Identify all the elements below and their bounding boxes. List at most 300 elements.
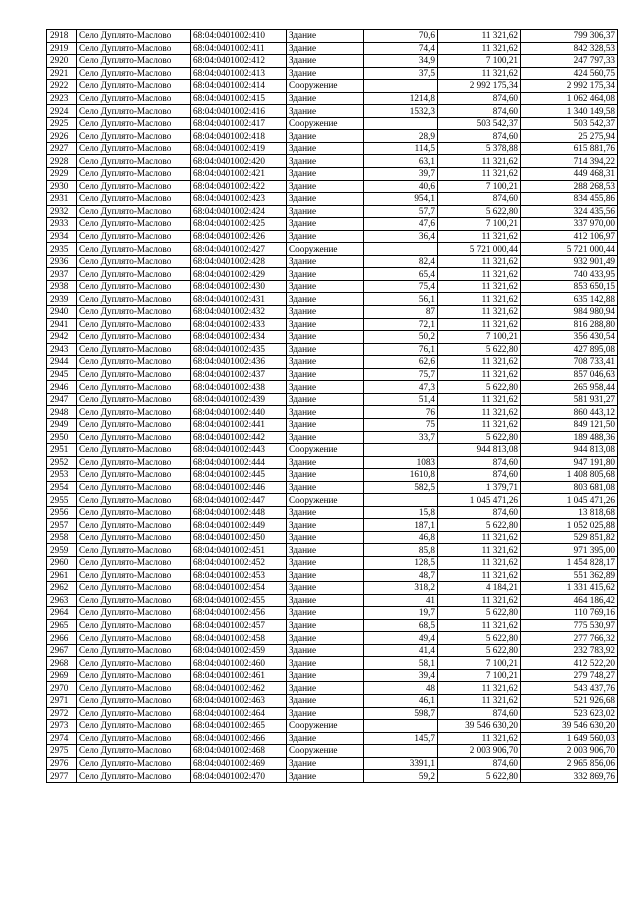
- cadastral-value-cell: 2 992 175,34: [521, 80, 618, 93]
- table-row: [47, 356, 618, 369]
- cadastral-value-cell: 860 443,12: [521, 406, 618, 419]
- area-cell: 48: [364, 682, 438, 695]
- row-number-cell: 2931: [47, 193, 77, 206]
- cadastral-value-cell: 543 437,76: [521, 682, 618, 695]
- object-type-cell: Здание: [287, 105, 364, 118]
- locality-cell: Село Дуплято-Маслово: [77, 594, 191, 607]
- table-row: [47, 331, 618, 344]
- cadastral-number-cell: 68:04:0401002:450: [191, 531, 287, 544]
- area-cell: 75,4: [364, 280, 438, 293]
- table-row: [47, 393, 618, 406]
- row-number-cell: 2975: [47, 745, 77, 758]
- rate-cell: 11 321,62: [438, 293, 521, 306]
- locality-cell: Село Дуплято-Маслово: [77, 381, 191, 394]
- rate-cell: 11 321,62: [438, 280, 521, 293]
- area-cell: 34,9: [364, 55, 438, 68]
- table-row: [47, 732, 618, 745]
- rate-cell: 1 045 471,26: [438, 494, 521, 507]
- area-cell: 114,5: [364, 142, 438, 155]
- locality-cell: Село Дуплято-Маслово: [77, 444, 191, 457]
- locality-cell: Село Дуплято-Маслово: [77, 707, 191, 720]
- row-number-cell: 2926: [47, 130, 77, 143]
- locality-cell: Село Дуплято-Маслово: [77, 669, 191, 682]
- locality-cell: Село Дуплято-Маслово: [77, 318, 191, 331]
- locality-cell: Село Дуплято-Маслово: [77, 42, 191, 55]
- object-type-cell: Сооружение: [287, 117, 364, 130]
- area-cell: 50,2: [364, 331, 438, 344]
- rate-cell: 11 321,62: [438, 594, 521, 607]
- object-type-cell: Здание: [287, 406, 364, 419]
- row-number-cell: 2973: [47, 720, 77, 733]
- row-number-cell: 2934: [47, 230, 77, 243]
- cadastral-value-cell: 857 046,63: [521, 368, 618, 381]
- table-row: [47, 142, 618, 155]
- area-cell: 187,1: [364, 519, 438, 532]
- cadastral-value-cell: 25 275,94: [521, 130, 618, 143]
- row-number-cell: 2945: [47, 368, 77, 381]
- locality-cell: Село Дуплято-Маслово: [77, 168, 191, 181]
- area-cell: 36,4: [364, 230, 438, 243]
- object-type-cell: Здание: [287, 318, 364, 331]
- row-number-cell: 2919: [47, 42, 77, 55]
- rate-cell: 11 321,62: [438, 356, 521, 369]
- cadastral-number-cell: 68:04:0401002:449: [191, 519, 287, 532]
- cadastral-value-cell: 635 142,88: [521, 293, 618, 306]
- locality-cell: Село Дуплято-Маслово: [77, 732, 191, 745]
- table-row: [47, 193, 618, 206]
- rate-cell: 7 100,21: [438, 331, 521, 344]
- rate-cell: 5 622,80: [438, 519, 521, 532]
- table-body: [47, 30, 618, 783]
- object-type-cell: Сооружение: [287, 243, 364, 256]
- table-row: [47, 92, 618, 105]
- cadastral-value-cell: 523 623,02: [521, 707, 618, 720]
- rate-cell: 5 622,80: [438, 644, 521, 657]
- rate-cell: 7 100,21: [438, 55, 521, 68]
- rate-cell: 5 622,80: [438, 770, 521, 783]
- rate-cell: 11 321,62: [438, 569, 521, 582]
- rate-cell: 7 100,21: [438, 180, 521, 193]
- rate-cell: 11 321,62: [438, 556, 521, 569]
- row-number-cell: 2937: [47, 268, 77, 281]
- locality-cell: Село Дуплято-Маслово: [77, 544, 191, 557]
- locality-cell: Село Дуплято-Маслово: [77, 456, 191, 469]
- cadastral-value-cell: 412 106,97: [521, 230, 618, 243]
- locality-cell: Село Дуплято-Маслово: [77, 368, 191, 381]
- cadastral-value-cell: 412 522,20: [521, 657, 618, 670]
- area-cell: 41: [364, 594, 438, 607]
- object-type-cell: Здание: [287, 531, 364, 544]
- cadastral-number-cell: 68:04:0401002:463: [191, 694, 287, 707]
- cadastral-value-cell: 1 045 471,26: [521, 494, 618, 507]
- rate-cell: 11 321,62: [438, 544, 521, 557]
- object-type-cell: Здание: [287, 456, 364, 469]
- area-cell: 954,1: [364, 193, 438, 206]
- object-type-cell: Здание: [287, 431, 364, 444]
- object-type-cell: Здание: [287, 582, 364, 595]
- cadastral-value-cell: 5 721 000,44: [521, 243, 618, 256]
- table-row: [47, 594, 618, 607]
- row-number-cell: 2941: [47, 318, 77, 331]
- table-row: [47, 444, 618, 457]
- rate-cell: 11 321,62: [438, 306, 521, 319]
- area-cell: 1610,8: [364, 469, 438, 482]
- cadastral-value-cell: 521 926,68: [521, 694, 618, 707]
- table-row: [47, 418, 618, 431]
- locality-cell: Село Дуплято-Маслово: [77, 92, 191, 105]
- locality-cell: Село Дуплято-Маслово: [77, 67, 191, 80]
- row-number-cell: 2964: [47, 607, 77, 620]
- table-row: [47, 42, 618, 55]
- cadastral-number-cell: 68:04:0401002:426: [191, 230, 287, 243]
- cadastral-value-cell: 1 649 560,03: [521, 732, 618, 745]
- object-type-cell: Сооружение: [287, 494, 364, 507]
- cadastral-value-cell: 775 530,97: [521, 619, 618, 632]
- object-type-cell: Здание: [287, 682, 364, 695]
- row-number-cell: 2927: [47, 142, 77, 155]
- cadastral-number-cell: 68:04:0401002:470: [191, 770, 287, 783]
- area-cell: 33,7: [364, 431, 438, 444]
- table-row: [47, 368, 618, 381]
- table-row: [47, 155, 618, 168]
- cadastral-value-cell: 189 488,36: [521, 431, 618, 444]
- rate-cell: 11 321,62: [438, 619, 521, 632]
- locality-cell: Село Дуплято-Маслово: [77, 657, 191, 670]
- cadastral-number-cell: 68:04:0401002:436: [191, 356, 287, 369]
- object-type-cell: Сооружение: [287, 745, 364, 758]
- cadastral-number-cell: 68:04:0401002:465: [191, 720, 287, 733]
- cadastral-value-cell: 464 186,42: [521, 594, 618, 607]
- area-cell: 19,7: [364, 607, 438, 620]
- rate-cell: 39 546 630,20: [438, 720, 521, 733]
- cadastral-number-cell: 68:04:0401002:434: [191, 331, 287, 344]
- area-cell: [364, 494, 438, 507]
- row-number-cell: 2935: [47, 243, 77, 256]
- area-cell: 1214,8: [364, 92, 438, 105]
- area-cell: 47,6: [364, 218, 438, 231]
- table-row: [47, 481, 618, 494]
- cadastral-number-cell: 68:04:0401002:458: [191, 632, 287, 645]
- locality-cell: Село Дуплято-Маслово: [77, 218, 191, 231]
- object-type-cell: Здание: [287, 356, 364, 369]
- cadastral-value-cell: 503 542,37: [521, 117, 618, 130]
- cadastral-number-cell: 68:04:0401002:425: [191, 218, 287, 231]
- area-cell: 68,5: [364, 619, 438, 632]
- locality-cell: Село Дуплято-Маслово: [77, 393, 191, 406]
- locality-cell: Село Дуплято-Маслово: [77, 770, 191, 783]
- cadastral-value-cell: 288 268,53: [521, 180, 618, 193]
- cadastral-number-cell: 68:04:0401002:454: [191, 582, 287, 595]
- locality-cell: Село Дуплято-Маслово: [77, 619, 191, 632]
- row-number-cell: 2924: [47, 105, 77, 118]
- object-type-cell: Здание: [287, 155, 364, 168]
- row-number-cell: 2970: [47, 682, 77, 695]
- cadastral-number-cell: 68:04:0401002:468: [191, 745, 287, 758]
- locality-cell: Село Дуплято-Маслово: [77, 582, 191, 595]
- rate-cell: 5 622,80: [438, 343, 521, 356]
- table-row: [47, 230, 618, 243]
- cadastral-value-cell: 1 408 805,68: [521, 469, 618, 482]
- table-row: [47, 757, 618, 770]
- rate-cell: 11 321,62: [438, 318, 521, 331]
- cadastral-value-cell: 1 062 464,08: [521, 92, 618, 105]
- table-row: [47, 720, 618, 733]
- object-type-cell: Здание: [287, 30, 364, 43]
- cadastral-value-cell: 740 433,95: [521, 268, 618, 281]
- object-type-cell: Здание: [287, 707, 364, 720]
- table-row: [47, 494, 618, 507]
- locality-cell: Село Дуплято-Маслово: [77, 331, 191, 344]
- area-cell: 75,7: [364, 368, 438, 381]
- table-row: [47, 180, 618, 193]
- cadastral-number-cell: 68:04:0401002:411: [191, 42, 287, 55]
- cadastral-number-cell: 68:04:0401002:439: [191, 393, 287, 406]
- rate-cell: 5 622,80: [438, 632, 521, 645]
- object-type-cell: Здание: [287, 67, 364, 80]
- rate-cell: 5 378,88: [438, 142, 521, 155]
- rate-cell: 874,60: [438, 456, 521, 469]
- object-type-cell: Здание: [287, 343, 364, 356]
- row-number-cell: 2950: [47, 431, 77, 444]
- row-number-cell: 2948: [47, 406, 77, 419]
- cadastral-value-cell: 799 306,37: [521, 30, 618, 43]
- row-number-cell: 2966: [47, 632, 77, 645]
- rate-cell: 11 321,62: [438, 406, 521, 419]
- rate-cell: 874,60: [438, 130, 521, 143]
- object-type-cell: Здание: [287, 594, 364, 607]
- row-number-cell: 2928: [47, 155, 77, 168]
- row-number-cell: 2955: [47, 494, 77, 507]
- locality-cell: Село Дуплято-Маслово: [77, 720, 191, 733]
- rate-cell: 5 622,80: [438, 431, 521, 444]
- object-type-cell: Здание: [287, 218, 364, 231]
- rate-cell: 7 100,21: [438, 657, 521, 670]
- rate-cell: 11 321,62: [438, 230, 521, 243]
- cadastral-number-cell: 68:04:0401002:455: [191, 594, 287, 607]
- rate-cell: 5 622,80: [438, 381, 521, 394]
- locality-cell: Село Дуплято-Маслово: [77, 757, 191, 770]
- object-type-cell: Здание: [287, 481, 364, 494]
- object-type-cell: Сооружение: [287, 80, 364, 93]
- table-row: [47, 381, 618, 394]
- row-number-cell: 2954: [47, 481, 77, 494]
- area-cell: 85,8: [364, 544, 438, 557]
- object-type-cell: Здание: [287, 142, 364, 155]
- table-row: [47, 343, 618, 356]
- cadastral-value-cell: 427 895,08: [521, 343, 618, 356]
- area-cell: [364, 720, 438, 733]
- table-row: [47, 669, 618, 682]
- table-row: [47, 632, 618, 645]
- locality-cell: Село Дуплято-Маслово: [77, 105, 191, 118]
- cadastral-value-cell: 1 340 149,58: [521, 105, 618, 118]
- rate-cell: 5 721 000,44: [438, 243, 521, 256]
- cadastral-value-cell: 849 121,50: [521, 418, 618, 431]
- row-number-cell: 2957: [47, 519, 77, 532]
- cadastral-number-cell: 68:04:0401002:424: [191, 205, 287, 218]
- row-number-cell: 2936: [47, 255, 77, 268]
- table-row: [47, 582, 618, 595]
- cadastral-number-cell: 68:04:0401002:431: [191, 293, 287, 306]
- cadastral-value-cell: 1 052 025,88: [521, 519, 618, 532]
- cadastral-value-cell: 277 766,32: [521, 632, 618, 645]
- cadastral-number-cell: 68:04:0401002:448: [191, 506, 287, 519]
- object-type-cell: Здание: [287, 418, 364, 431]
- object-type-cell: Здание: [287, 770, 364, 783]
- cadastral-value-cell: 551 362,89: [521, 569, 618, 582]
- locality-cell: Село Дуплято-Маслово: [77, 431, 191, 444]
- area-cell: 59,2: [364, 770, 438, 783]
- table-row: [47, 55, 618, 68]
- area-cell: [364, 444, 438, 457]
- table-row: [47, 30, 618, 43]
- cadastral-value-cell: 279 748,27: [521, 669, 618, 682]
- cadastral-number-cell: 68:04:0401002:415: [191, 92, 287, 105]
- cadastral-number-cell: 68:04:0401002:423: [191, 193, 287, 206]
- object-type-cell: Здание: [287, 230, 364, 243]
- area-cell: [364, 243, 438, 256]
- area-cell: 57,7: [364, 205, 438, 218]
- locality-cell: Село Дуплято-Маслово: [77, 268, 191, 281]
- area-cell: 48,7: [364, 569, 438, 582]
- table-row: [47, 456, 618, 469]
- object-type-cell: Здание: [287, 569, 364, 582]
- rate-cell: 11 321,62: [438, 393, 521, 406]
- area-cell: 65,4: [364, 268, 438, 281]
- object-type-cell: Здание: [287, 381, 364, 394]
- rate-cell: 11 321,62: [438, 255, 521, 268]
- table-row: [47, 745, 618, 758]
- object-type-cell: Здание: [287, 293, 364, 306]
- object-type-cell: Здание: [287, 694, 364, 707]
- cadastral-value-cell: 853 650,15: [521, 280, 618, 293]
- area-cell: 51,4: [364, 393, 438, 406]
- object-type-cell: Здание: [287, 180, 364, 193]
- row-number-cell: 2974: [47, 732, 77, 745]
- cadastral-number-cell: 68:04:0401002:420: [191, 155, 287, 168]
- locality-cell: Село Дуплято-Маслово: [77, 243, 191, 256]
- cadastral-number-cell: 68:04:0401002:422: [191, 180, 287, 193]
- area-cell: 75: [364, 418, 438, 431]
- object-type-cell: Здание: [287, 519, 364, 532]
- locality-cell: Село Дуплято-Маслово: [77, 280, 191, 293]
- cadastral-value-cell: 265 958,44: [521, 381, 618, 394]
- cadastral-value-cell: 842 328,53: [521, 42, 618, 55]
- cadastral-number-cell: 68:04:0401002:446: [191, 481, 287, 494]
- cadastral-value-cell: 2 003 906,70: [521, 745, 618, 758]
- locality-cell: Село Дуплято-Маслово: [77, 569, 191, 582]
- table-row: [47, 556, 618, 569]
- cadastral-value-cell: 2 965 856,06: [521, 757, 618, 770]
- table-row: [47, 306, 618, 319]
- rate-cell: 5 622,80: [438, 205, 521, 218]
- row-number-cell: 2921: [47, 67, 77, 80]
- area-cell: 49,4: [364, 632, 438, 645]
- cadastral-number-cell: 68:04:0401002:461: [191, 669, 287, 682]
- area-cell: 72,1: [364, 318, 438, 331]
- cadastral-number-cell: 68:04:0401002:451: [191, 544, 287, 557]
- cadastral-number-cell: 68:04:0401002:435: [191, 343, 287, 356]
- cadastral-number-cell: 68:04:0401002:441: [191, 418, 287, 431]
- area-cell: 39,4: [364, 669, 438, 682]
- locality-cell: Село Дуплято-Маслово: [77, 745, 191, 758]
- cadastral-value-cell: 581 931,27: [521, 393, 618, 406]
- cadastral-value-cell: 1 454 828,17: [521, 556, 618, 569]
- area-cell: 40,6: [364, 180, 438, 193]
- area-cell: 63,1: [364, 155, 438, 168]
- rate-cell: 503 542,37: [438, 117, 521, 130]
- object-type-cell: Сооружение: [287, 444, 364, 457]
- object-type-cell: Здание: [287, 469, 364, 482]
- locality-cell: Село Дуплято-Маслово: [77, 306, 191, 319]
- table-row: [47, 607, 618, 620]
- rate-cell: 11 321,62: [438, 168, 521, 181]
- cadastral-value-cell: 332 869,76: [521, 770, 618, 783]
- cadastral-value-cell: 247 797,33: [521, 55, 618, 68]
- table-row: [47, 770, 618, 783]
- area-cell: 145,7: [364, 732, 438, 745]
- object-type-cell: Здание: [287, 268, 364, 281]
- object-type-cell: Сооружение: [287, 720, 364, 733]
- area-cell: 598,7: [364, 707, 438, 720]
- cadastral-number-cell: 68:04:0401002:459: [191, 644, 287, 657]
- cadastral-number-cell: 68:04:0401002:443: [191, 444, 287, 457]
- table-row: [47, 569, 618, 582]
- row-number-cell: 2922: [47, 80, 77, 93]
- table-row: [47, 105, 618, 118]
- row-number-cell: 2930: [47, 180, 77, 193]
- table-row: [47, 544, 618, 557]
- area-cell: 46,1: [364, 694, 438, 707]
- cadastral-number-cell: 68:04:0401002:466: [191, 732, 287, 745]
- locality-cell: Село Дуплято-Маслово: [77, 531, 191, 544]
- row-number-cell: 2968: [47, 657, 77, 670]
- locality-cell: Село Дуплято-Маслово: [77, 142, 191, 155]
- table-row: [47, 406, 618, 419]
- cadastral-value-cell: 971 395,00: [521, 544, 618, 557]
- rate-cell: 7 100,21: [438, 218, 521, 231]
- object-type-cell: Здание: [287, 92, 364, 105]
- rate-cell: 874,60: [438, 757, 521, 770]
- row-number-cell: 2951: [47, 444, 77, 457]
- table-row: [47, 531, 618, 544]
- rate-cell: 1 379,71: [438, 481, 521, 494]
- cadastral-value-cell: 803 681,08: [521, 481, 618, 494]
- cadastral-number-cell: 68:04:0401002:442: [191, 431, 287, 444]
- area-cell: [364, 80, 438, 93]
- locality-cell: Село Дуплято-Маслово: [77, 406, 191, 419]
- area-cell: 76: [364, 406, 438, 419]
- cadastral-number-cell: 68:04:0401002:453: [191, 569, 287, 582]
- row-number-cell: 2933: [47, 218, 77, 231]
- cadastral-number-cell: 68:04:0401002:416: [191, 105, 287, 118]
- locality-cell: Село Дуплято-Маслово: [77, 255, 191, 268]
- locality-cell: Село Дуплято-Маслово: [77, 418, 191, 431]
- area-cell: 3391,1: [364, 757, 438, 770]
- area-cell: 46,8: [364, 531, 438, 544]
- locality-cell: Село Дуплято-Маслово: [77, 644, 191, 657]
- cadastral-number-cell: 68:04:0401002:437: [191, 368, 287, 381]
- row-number-cell: 2976: [47, 757, 77, 770]
- locality-cell: Село Дуплято-Маслово: [77, 155, 191, 168]
- table-row: [47, 619, 618, 632]
- row-number-cell: 2972: [47, 707, 77, 720]
- locality-cell: Село Дуплято-Маслово: [77, 80, 191, 93]
- cadastral-number-cell: 68:04:0401002:413: [191, 67, 287, 80]
- rate-cell: 874,60: [438, 469, 521, 482]
- table-row: [47, 657, 618, 670]
- table-row: [47, 506, 618, 519]
